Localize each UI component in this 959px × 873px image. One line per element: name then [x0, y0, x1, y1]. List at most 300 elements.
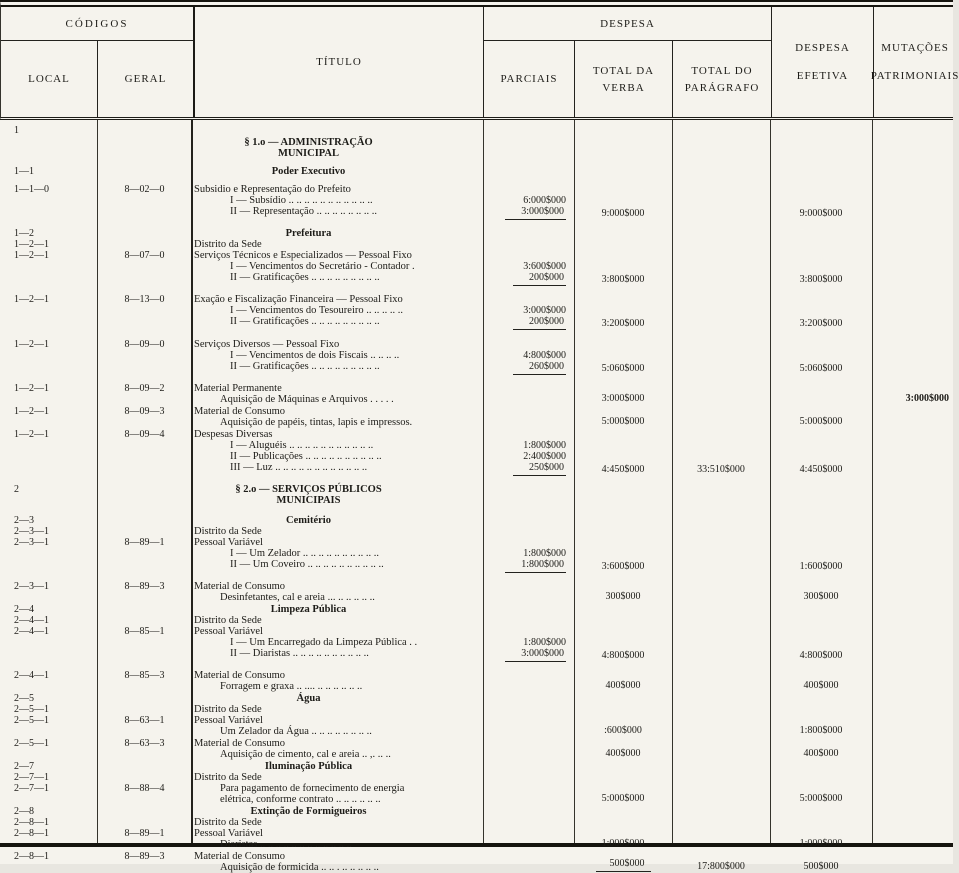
titulo-line: Serviços Diversos — Pessoal Fixo	[194, 339, 340, 350]
parcial-value: 1:800$000	[505, 559, 566, 573]
parciais-cell	[483, 817, 574, 828]
geral-code-cell	[97, 228, 192, 239]
despesa-efetiva-cell	[770, 406, 872, 428]
titulo-cell	[192, 383, 483, 405]
titulo-line: Desinfetantes, cal e areia ... .. .. .. .. ..	[220, 592, 375, 603]
despesa-efetiva-cell	[770, 294, 872, 330]
despesa-efetiva-cell	[770, 184, 872, 220]
local-code-cell: 2—5—1	[14, 738, 49, 749]
despesa-efetiva-cell	[770, 239, 872, 250]
titulo-cell	[192, 429, 483, 476]
header-total-da-verba	[575, 41, 673, 117]
total-do-paragrafo-cell	[672, 761, 770, 772]
geral-code-cell: 8—09—2	[124, 383, 165, 394]
parcial-value: 250$000	[513, 462, 566, 476]
despesa-efetiva-value: 3:800$000	[799, 274, 843, 285]
geral-code-cell: 8—88—4	[124, 783, 165, 794]
total-da-verba-cell	[574, 339, 672, 375]
local-code-cell: 2—4—1	[14, 615, 49, 626]
table-body	[0, 120, 953, 873]
parcial-value	[564, 761, 567, 772]
titulo-cell	[192, 806, 483, 817]
titulo-line: Diaristas .. .. .. .. .. .. .. .. .. .. .. ..	[220, 839, 352, 850]
despesa-efetiva-cell	[770, 526, 872, 537]
despesa-efetiva-cell	[770, 704, 872, 715]
mutacoes-patrimoniais-cell	[872, 184, 952, 220]
parcial-value	[564, 294, 567, 305]
geral-code-cell	[97, 772, 192, 783]
mutacoes-patrimoniais-cell	[872, 615, 952, 626]
despesa-efetiva-value: 1:600$000	[799, 561, 843, 572]
total-da-verba-value: 3:600$000	[601, 561, 645, 572]
despesa-efetiva-cell	[770, 851, 872, 873]
mutacoes-patrimoniais-cell	[872, 715, 952, 737]
mutacoes-patrimoniais-cell	[872, 429, 952, 476]
despesa-efetiva-cell	[770, 817, 872, 828]
despesa-efetiva-value: 300$000	[803, 591, 839, 602]
parciais-cell	[483, 581, 574, 603]
table-row	[0, 137, 953, 159]
total-da-verba-cell	[574, 484, 672, 506]
total-do-paragrafo-cell	[672, 772, 770, 783]
table-row	[0, 537, 953, 573]
total-do-paragrafo-cell	[672, 693, 770, 704]
parcial-value: 3:000$000	[523, 305, 566, 316]
titulo-cell	[192, 239, 483, 250]
mutacoes-patrimoniais-cell	[872, 537, 952, 573]
parcial-value: 1:800$000	[523, 548, 566, 559]
parcial-value	[564, 828, 567, 839]
total-do-paragrafo-cell	[672, 383, 770, 405]
table-row	[0, 670, 953, 692]
parcial-value	[564, 148, 567, 159]
parciais-cell	[483, 693, 574, 704]
total-da-verba-cell	[574, 783, 672, 805]
total-da-verba-cell	[574, 828, 672, 850]
parciais-cell	[483, 626, 574, 662]
total-do-paragrafo-cell	[672, 484, 770, 506]
table-row	[0, 604, 953, 615]
header-mutacoes-patrimoniais	[870, 7, 959, 117]
parcial-value: 6:000$000	[523, 195, 566, 206]
titulo-line: Material Permanente	[194, 383, 282, 394]
total-da-verba-cell	[574, 772, 672, 783]
table-row	[0, 693, 953, 704]
local-code-cell: 2—8—1	[14, 817, 49, 828]
titulo-cell	[192, 817, 483, 828]
total-da-verba-value: 400$000	[605, 748, 641, 759]
geral-code-cell	[97, 515, 192, 526]
despesa-efetiva-cell	[770, 484, 872, 506]
total-do-paragrafo-cell	[672, 125, 770, 136]
geral-code-cell: 8—09—4	[124, 429, 165, 440]
titulo-line: I — Subsídio .. .. .. .. .. .. .. .. .. .. ..	[230, 195, 373, 206]
despesa-efetiva-value: 3:200$000	[799, 318, 843, 329]
despesa-efetiva-cell	[770, 670, 872, 692]
titulo-cell	[192, 406, 483, 428]
total-do-paragrafo-cell	[672, 670, 770, 692]
geral-code-cell: 8—85—3	[124, 670, 165, 681]
despesa-efetiva-cell	[770, 515, 872, 526]
titulo-cell	[192, 537, 483, 573]
parciais-cell	[483, 137, 574, 159]
total-do-paragrafo-cell	[672, 626, 770, 662]
total-da-verba-cell	[574, 738, 672, 760]
titulo-line: III — Luz .. .. .. .. .. .. .. .. .. .. .. ..	[230, 462, 368, 473]
mutacoes-patrimoniais-cell	[872, 250, 952, 286]
titulo-line: Forragem e graxa .. .... .. .. .. .. .. ..	[220, 681, 363, 692]
total-do-paragrafo-cell	[672, 515, 770, 526]
titulo-line: I — Aluguéis .. .. .. .. .. .. .. .. .. .. ..	[230, 440, 374, 451]
mutacoes-patrimoniais-cell	[872, 526, 952, 537]
despesa-efetiva-cell	[770, 738, 872, 760]
total-do-paragrafo-cell	[672, 526, 770, 537]
local-code-cell	[0, 137, 97, 159]
mutacoes-patrimoniais-cell	[872, 239, 952, 250]
titulo-line: I — Um Zelador .. .. .. .. .. .. .. .. .. ..	[230, 548, 380, 559]
parcial-value	[564, 670, 567, 681]
despesa-efetiva-value: 5:000$000	[799, 416, 843, 427]
parcial-value	[564, 228, 567, 239]
titulo-line: II — Diaristas .. .. .. .. .. .. .. .. .. ..	[230, 648, 369, 659]
total-do-paragrafo-cell	[672, 406, 770, 428]
parciais-cell	[483, 339, 574, 375]
total-do-paragrafo-cell	[672, 228, 770, 239]
total-da-verba-value: 400$000	[605, 680, 641, 691]
header-local: LOCAL	[1, 41, 98, 117]
table-row	[0, 851, 953, 873]
local-code-cell: 1—2—1	[14, 406, 49, 417]
despesa-efetiva-cell	[770, 828, 872, 850]
total-da-verba-cell	[574, 817, 672, 828]
despesa-efetiva-cell	[770, 137, 872, 159]
geral-code-cell	[97, 704, 192, 715]
total-do-paragrafo-cell	[672, 615, 770, 626]
despesa-efetiva-cell	[770, 772, 872, 783]
parcial-value	[564, 394, 567, 405]
parcial-value	[564, 184, 567, 195]
titulo-line: Pessoal Variável	[194, 715, 263, 726]
despesa-efetiva-cell	[770, 806, 872, 817]
titulo-line: Para pagamento de fornecimento de energia	[220, 783, 405, 794]
total-da-verba-cell	[574, 604, 672, 615]
local-code-cell: 2—7—1	[14, 783, 49, 794]
header-parciais: PARCIAIS	[484, 41, 575, 117]
titulo-cell	[192, 715, 483, 737]
parcial-value	[564, 693, 567, 704]
parcial-value	[564, 515, 567, 526]
parcial-value	[564, 406, 567, 417]
titulo-line: Material de Consumo	[194, 581, 285, 592]
local-code-cell: 2—8—1	[14, 851, 49, 862]
parciais-cell	[483, 704, 574, 715]
geral-code-cell	[97, 615, 192, 626]
despesa-efetiva-cell	[770, 228, 872, 239]
despesa-efetiva-value: 4:450$000	[799, 464, 843, 475]
local-code-cell: 1—1	[14, 166, 34, 177]
header-total-da-verba-line1: TOTAL DA	[592, 64, 655, 77]
table-row	[0, 383, 953, 405]
titulo-line: § 2.o — SERVIÇOS PÚBLICOS	[235, 484, 382, 495]
parcial-value	[564, 495, 567, 506]
local-code-cell: 1—2—1	[14, 383, 49, 394]
despesa-efetiva-cell	[770, 250, 872, 286]
titulo-cell	[192, 484, 483, 506]
titulo-line: § 1.o — ADMINISTRAÇÃO	[244, 137, 373, 148]
titulo-cell	[192, 626, 483, 662]
mutacoes-patrimoniais-cell	[872, 738, 952, 760]
mutacoes-patrimoniais-cell	[872, 828, 952, 850]
table-row	[0, 184, 953, 220]
titulo-line: Aquisição de papéis, tintas, lapis e impressos.	[220, 417, 413, 428]
local-code-cell: 2—8	[14, 806, 34, 817]
header-mutacoes-line2: PATRIMONIAIS	[870, 70, 959, 82]
despesa-efetiva-value: 1:000$000	[799, 838, 843, 849]
titulo-cell	[192, 738, 483, 760]
total-da-verba-cell	[574, 806, 672, 817]
geral-code-cell: 8—89—1	[124, 537, 165, 548]
total-do-paragrafo-cell	[672, 828, 770, 850]
mutacoes-patrimoniais-cell	[872, 515, 952, 526]
titulo-line: elétrica, conforme contrato .. .. .. .. .. ..	[220, 794, 381, 805]
parciais-cell	[483, 125, 574, 136]
local-code-cell: 2—3—1	[14, 581, 49, 592]
despesa-efetiva-cell	[770, 761, 872, 772]
total-do-paragrafo-cell	[672, 137, 770, 159]
despesa-efetiva-cell	[770, 604, 872, 615]
total-do-paragrafo-cell	[672, 604, 770, 615]
titulo-line: Limpeza Pública	[270, 604, 347, 615]
geral-code-cell: 8—09—3	[124, 406, 165, 417]
table-row	[0, 772, 953, 783]
local-code-cell: 2—7—1	[14, 772, 49, 783]
local-code-cell: 2—8—1	[14, 828, 49, 839]
geral-code-cell	[97, 604, 192, 615]
titulo-cell	[192, 294, 483, 330]
parcial-value	[564, 581, 567, 592]
parciais-cell	[483, 537, 574, 573]
table-row	[0, 228, 953, 239]
total-do-paragrafo-cell	[672, 715, 770, 737]
despesa-efetiva-cell	[770, 693, 872, 704]
total-da-verba-cell	[574, 166, 672, 177]
parciais-cell	[483, 828, 574, 850]
geral-code-cell: 8—09—0	[124, 339, 165, 350]
total-do-paragrafo-cell	[672, 166, 770, 177]
local-code-cell: 2—5—1	[14, 715, 49, 726]
total-da-verba-cell	[574, 294, 672, 330]
table-row	[0, 828, 953, 850]
total-da-verba-value: 4:450$000	[601, 464, 645, 475]
titulo-line: Poder Executivo	[271, 166, 346, 177]
titulo-cell	[192, 828, 483, 850]
mutacoes-patrimoniais-cell	[872, 383, 952, 405]
table-row	[0, 715, 953, 737]
mutacoes-patrimoniais-cell	[872, 125, 952, 136]
parcial-value	[564, 239, 567, 250]
titulo-line: MUNICIPAL	[277, 148, 340, 159]
total-do-paragrafo-cell	[672, 806, 770, 817]
parciais-cell	[483, 484, 574, 506]
geral-code-cell	[97, 166, 192, 177]
total-da-verba-value: 5:000$000	[601, 416, 645, 427]
total-da-verba-cell	[574, 250, 672, 286]
total-da-verba-cell	[574, 761, 672, 772]
total-da-verba-value: 9:000$000	[601, 208, 645, 219]
parcial-value	[564, 681, 567, 692]
mutacoes-patrimoniais-cell	[872, 761, 952, 772]
header-mutacoes-line1: MUTAÇÕES	[881, 42, 949, 54]
parcial-value: 200$000	[513, 316, 566, 330]
local-code-cell: 2—5	[14, 693, 34, 704]
parcial-value	[564, 417, 567, 428]
titulo-line: I — Vencimentos do Tesoureiro .. .. .. .. ..	[230, 305, 403, 316]
titulo-cell	[192, 604, 483, 615]
titulo-line: Cemitério	[286, 515, 331, 526]
parciais-cell	[483, 851, 574, 873]
geral-code-cell: 8—02—0	[124, 184, 165, 195]
parciais-cell	[483, 615, 574, 626]
despesa-efetiva-cell	[770, 383, 872, 405]
despesa-efetiva-value: 400$000	[803, 748, 839, 759]
header-total-do-paragrafo	[673, 41, 771, 117]
parciais-cell	[483, 406, 574, 428]
header-despesa-efetiva-line2: EFETIVA	[796, 70, 849, 82]
header-despesa-efetiva-line1: DESPESA	[795, 42, 850, 54]
total-da-verba-cell	[574, 228, 672, 239]
total-da-verba-cell	[574, 851, 672, 873]
despesa-efetiva-cell	[770, 166, 872, 177]
geral-code-cell: 8—07—0	[124, 250, 165, 261]
table-row	[0, 515, 953, 526]
parcial-value: 4:800$000	[523, 350, 566, 361]
parcial-value	[564, 726, 567, 737]
geral-code-cell	[97, 137, 192, 159]
total-da-verba-value: 1:000$000	[601, 838, 645, 849]
parciais-cell	[483, 806, 574, 817]
despesa-efetiva-value: 1:800$000	[799, 725, 843, 736]
titulo-cell	[192, 581, 483, 603]
table-row	[0, 250, 953, 286]
total-da-verba-cell	[574, 383, 672, 405]
local-code-cell: 2—5—1	[14, 704, 49, 715]
mutacoes-patrimoniais-cell	[872, 783, 952, 805]
mutacoes-patrimoniais-cell	[872, 484, 952, 506]
parcial-value	[564, 817, 567, 828]
parcial-value: 2:400$000	[523, 451, 566, 462]
parcial-value: 3:000$000	[505, 648, 566, 662]
titulo-line: Pessoal Variável	[194, 537, 263, 548]
geral-code-cell	[97, 526, 192, 537]
mutacoes-patrimoniais-cell	[872, 294, 952, 330]
parciais-cell	[483, 429, 574, 476]
geral-code-cell	[97, 761, 192, 772]
parciais-cell	[483, 515, 574, 526]
geral-code-cell: 8—85—1	[124, 626, 165, 637]
mutacoes-patrimoniais-cell	[872, 581, 952, 603]
total-da-verba-cell	[574, 429, 672, 476]
mutacoes-patrimoniais-value: 3:000$000	[905, 393, 949, 404]
table-row	[0, 806, 953, 817]
titulo-line: I — Um Encarregado da Limpeza Pública . .	[230, 637, 418, 648]
parciais-cell	[483, 715, 574, 737]
parcial-value: 200$000	[513, 272, 566, 286]
total-da-verba-cell	[574, 670, 672, 692]
table-header	[0, 0, 959, 120]
total-da-verba-cell	[574, 137, 672, 159]
parciais-cell	[483, 184, 574, 220]
table-row	[0, 429, 953, 476]
table-row	[0, 339, 953, 375]
geral-code-cell: 8—13—0	[124, 294, 165, 305]
geral-code-cell	[97, 125, 192, 136]
despesa-efetiva-value: 9:000$000	[799, 208, 843, 219]
mutacoes-patrimoniais-cell	[872, 406, 952, 428]
despesa-efetiva-value: 5:000$000	[799, 793, 843, 804]
titulo-cell	[192, 526, 483, 537]
despesa-efetiva-cell	[770, 783, 872, 805]
titulo-line: Distrito da Sede	[194, 772, 262, 783]
parcial-value	[564, 783, 567, 794]
parcial-value	[564, 383, 567, 394]
titulo-cell	[192, 515, 483, 526]
mutacoes-patrimoniais-cell	[872, 137, 952, 159]
local-code-cell: 2—3—1	[14, 526, 49, 537]
table-row	[0, 239, 953, 250]
titulo-line: Pessoal Variável	[194, 626, 263, 637]
total-da-verba-cell	[574, 626, 672, 662]
parciais-cell	[483, 239, 574, 250]
total-do-paragrafo-value: 17:800$000	[697, 861, 745, 872]
despesa-efetiva-cell	[770, 615, 872, 626]
titulo-line: Iluminação Pública	[264, 761, 353, 772]
table-row	[0, 526, 953, 537]
geral-code-cell: 8—63—1	[124, 715, 165, 726]
total-do-paragrafo-cell	[672, 704, 770, 715]
geral-code-cell: 8—89—3	[124, 851, 165, 862]
titulo-cell	[192, 783, 483, 805]
total-do-paragrafo-cell	[672, 783, 770, 805]
titulo-line: II — Gratificações .. .. .. .. .. .. .. .. ..	[230, 361, 380, 372]
total-do-paragrafo-cell	[672, 339, 770, 375]
geral-code-cell: 8—89—1	[124, 828, 165, 839]
parcial-value: 3:600$000	[523, 261, 566, 272]
parcial-value	[564, 137, 567, 148]
geral-code-cell	[97, 484, 192, 506]
titulo-line: II — Publicações .. .. .. .. .. .. .. .. .. ..	[230, 451, 382, 462]
local-code-cell: 1—1—0	[14, 184, 49, 195]
header-codigos: CÓDIGOS	[1, 7, 193, 41]
parcial-value	[564, 851, 567, 862]
total-da-verba-value: 5:000$000	[601, 793, 645, 804]
titulo-cell	[192, 851, 483, 873]
mutacoes-patrimoniais-cell	[872, 693, 952, 704]
total-do-paragrafo-cell	[672, 294, 770, 330]
titulo-cell	[192, 184, 483, 220]
local-code-cell: 2—4—1	[14, 626, 49, 637]
parcial-value	[564, 862, 567, 873]
total-da-verba-cell	[574, 184, 672, 220]
titulo-line: Distrito da Sede	[194, 704, 262, 715]
local-code-cell: 1	[14, 125, 19, 136]
parcial-value	[564, 738, 567, 749]
header-total-do-paragrafo-line1: TOTAL DO	[691, 64, 753, 77]
local-code-cell: 2—4	[14, 604, 34, 615]
titulo-cell	[192, 250, 483, 286]
parciais-cell	[483, 783, 574, 805]
total-da-verba-value: :600$000	[604, 725, 642, 736]
despesa-efetiva-value: 5:060$000	[799, 363, 843, 374]
